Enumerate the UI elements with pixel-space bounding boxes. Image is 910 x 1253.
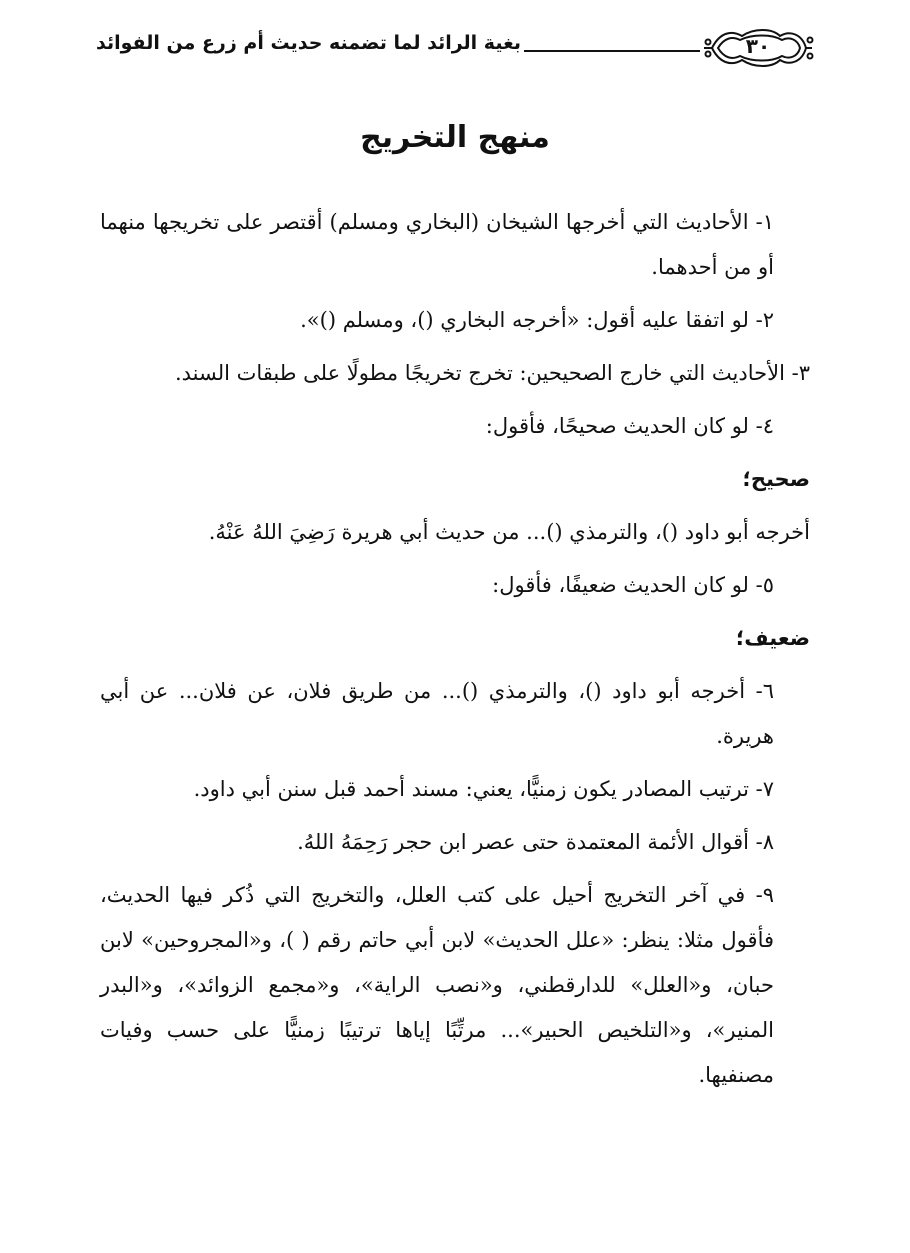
sahih-label: صحيح؛ — [742, 467, 810, 491]
list-item-4: ٤- لو كان الحديث صحيحًا، فأقول: — [485, 414, 774, 438]
page-number: ٣٠ — [745, 34, 771, 58]
list-item-9: ٩- في آخر التخريج أحيل على كتب العلل، والتخريج التي ذُكر فيها الحديث، فأقول مثلا: ينظر: «علل الحديث» لابن أبي حاتم رقم ( )، و«المجروحين» لابن حبان، و«العلل» للدارقطني، و«نصب الراية»، و«مجمع الزوائد»، و«البدر المنير»، و«التلخيص الحبير»... مرتِّبًا إياها ترتيبًا زمنيًّا على حسب وفيات مصنفيها. — [100, 883, 774, 1087]
body-text — [100, 200, 810, 1098]
running-title: بغية الرائد لما تضمنه حديث أم زرع من الفوائد — [96, 32, 521, 54]
list-item-2: ٢- لو اتفقا عليه أقول: «أخرجه البخاري ()، ومسلم ()». — [300, 308, 774, 332]
header-rule — [524, 50, 700, 52]
section-title: منهج التخريج — [360, 120, 550, 155]
list-item-3: ٣- الأحاديث التي خارج الصحيحين: تخرج تخريجًا مطولًا على طبقات السند. — [174, 361, 810, 385]
list-item-7: ٧- ترتيب المصادر يكون زمنيًّا، يعني: مسند أحمد قبل سنن أبي داود. — [193, 777, 774, 801]
running-header — [96, 22, 814, 74]
sahih-example: أخرجه أبو داود ()، والترمذي ()... من حديث أبي هريرة رَضِيَ اللهُ عَنْهُ. — [208, 520, 810, 544]
list-item-1: ١- الأحاديث التي أخرجها الشيخان (البخاري ومسلم) أقتصر على تخريجها منهما أو من أحدهما. — [100, 210, 774, 279]
list-item-8: ٨- أقوال الأئمة المعتمدة حتى عصر ابن حجر رَحِمَهُ اللهُ. — [297, 830, 774, 854]
daif-label: ضعيف؛ — [735, 626, 810, 650]
list-item-5: ٥- لو كان الحديث ضعيفًا، فأقول: — [492, 573, 774, 597]
list-item-6: ٦- أخرجه أبو داود ()، والترمذي ()... من طريق فلان، عن فلان... عن أبي هريرة. — [100, 679, 774, 748]
